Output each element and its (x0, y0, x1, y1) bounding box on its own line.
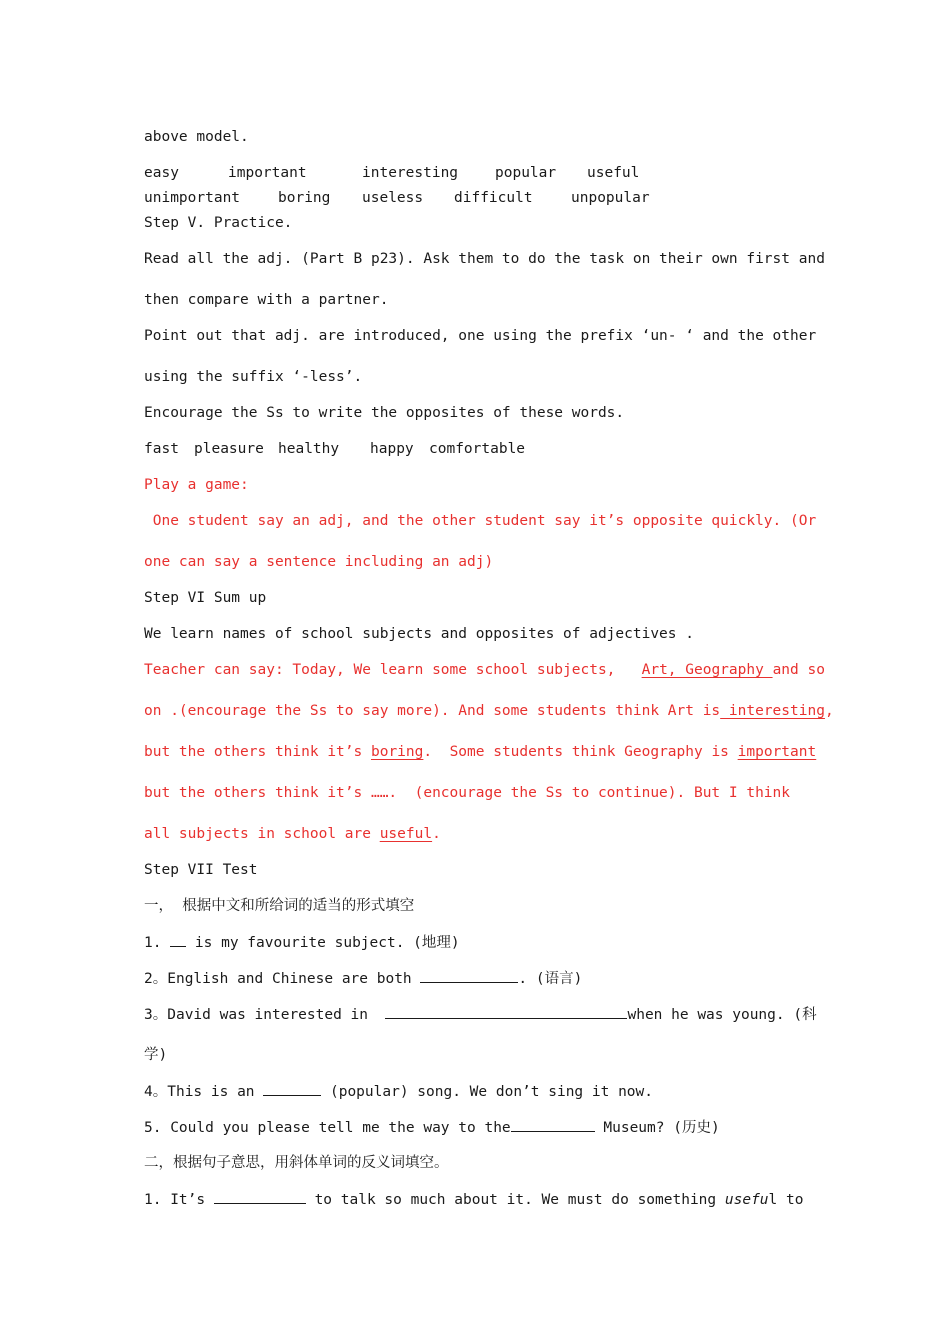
word: pleasure (194, 441, 264, 457)
word: happy (370, 441, 414, 457)
underlined-text: Art, Geography (641, 662, 773, 678)
question-3-continued: 学) (144, 1047, 168, 1063)
adjective-word: unpopular (571, 190, 650, 206)
adjective-word: easy (144, 165, 179, 181)
question-number: 1. (144, 935, 171, 951)
teacher-line (144, 660, 825, 680)
question-6 (144, 1189, 806, 1210)
question-text: 3。David was interested in (144, 1007, 386, 1023)
teacher-line (144, 824, 806, 844)
text-line: above model. (144, 129, 249, 145)
teacher-line: but the others think it’s ……. (encourage the Ss to continue). But I think (144, 785, 791, 801)
question-4 (144, 1081, 806, 1102)
game-line: One student say an adj, and the other student say it’s opposite quickly. (Or (144, 513, 817, 529)
answer-blank[interactable] (214, 1189, 306, 1204)
adjective-row-2 (144, 188, 806, 208)
question-1 (144, 932, 806, 953)
question-text: 1. It’s (144, 1192, 214, 1208)
adjective-word: interesting (362, 165, 459, 181)
answer-blank[interactable] (420, 968, 518, 983)
line-text: all subjects in school are (144, 826, 380, 842)
question-text: when he was young. (科 (627, 1007, 817, 1023)
paragraph-line: Encourage the Ss to write the opposites of these words. (144, 405, 625, 421)
answer-blank[interactable] (263, 1081, 321, 1096)
line-text: Read all the adj. (Part B p23). Ask them to do the task on their own first and (144, 251, 825, 267)
question-text: to talk so much about it. We must do something (305, 1192, 725, 1208)
adjective-word: popular (495, 165, 557, 181)
question-5 (144, 1117, 806, 1138)
italic-word: usefu (724, 1192, 769, 1208)
question-text: Museum? (历史) (594, 1120, 720, 1136)
step-heading: Step VI Sum up (144, 590, 267, 606)
word: fast (144, 441, 179, 457)
line-text: Teacher can say: Today, We learn some school subjects, (144, 662, 642, 678)
section-heading: 二，根据句子意思，用斜体单词的反义词填空。 (144, 1155, 449, 1171)
adjective-word: useless (362, 190, 424, 206)
question-text: 5. Could you please tell me the way to the (144, 1120, 511, 1136)
adjective-word: unimportant (144, 190, 241, 206)
step-heading: Step VII Test (144, 862, 258, 878)
word: healthy (278, 441, 340, 457)
section-heading: 一， 根据中文和所给词的适当的形式填空 (144, 898, 415, 914)
line-text: . (432, 826, 441, 842)
answer-blank[interactable] (511, 1117, 595, 1132)
line-text: on .(encourage the Ss to say more). And some students think Art is (144, 703, 721, 719)
question-2 (144, 968, 806, 989)
paragraph-line: We learn names of school subjects and opposites of adjectives . (144, 626, 694, 642)
answer-blank[interactable] (170, 932, 186, 947)
line-text: . Some students think Geography is (423, 744, 738, 760)
question-text: . (语言) (518, 971, 583, 987)
adjective-word: useful (587, 165, 640, 181)
adjective-word: boring (278, 190, 331, 206)
underlined-text: boring (370, 744, 424, 760)
underlined-text: useful (379, 826, 433, 842)
answer-blank[interactable] (385, 1004, 627, 1019)
game-heading: Play a game: (144, 477, 249, 493)
line-text: , (824, 703, 834, 719)
step-heading: Step V. Practice. (144, 215, 293, 231)
paragraph-line (144, 249, 825, 269)
paragraph-line: Point out that adj. are introduced, one using the prefix ‘un- ‘ and the other (144, 328, 817, 344)
line-text: but the others think it’s (144, 744, 371, 760)
underlined-text: important (737, 744, 817, 760)
line-text: and so (772, 662, 825, 678)
paragraph-line: then compare with a partner. (144, 292, 389, 308)
question-text: is my favourite subject. (地理) (186, 935, 460, 951)
question-text: l to (768, 1192, 804, 1208)
question-text: 4。This is an (144, 1084, 264, 1100)
question-text: (popular) song. We don’t sing it now. (321, 1084, 653, 1100)
opposites-word-row (144, 439, 806, 459)
word: comfortable (429, 441, 526, 457)
teacher-line (144, 742, 817, 762)
question-text: 2。English and Chinese are both (144, 971, 421, 987)
paragraph-line: using the suffix ‘-less’. (144, 369, 363, 385)
teacher-line (144, 701, 834, 721)
question-3 (144, 1004, 817, 1025)
game-line: one can say a sentence including an adj) (144, 554, 494, 570)
adjective-word: important (228, 165, 307, 181)
adjective-row-1 (144, 163, 806, 183)
adjective-word: difficult (454, 190, 533, 206)
underlined-text: interesting (720, 703, 825, 719)
